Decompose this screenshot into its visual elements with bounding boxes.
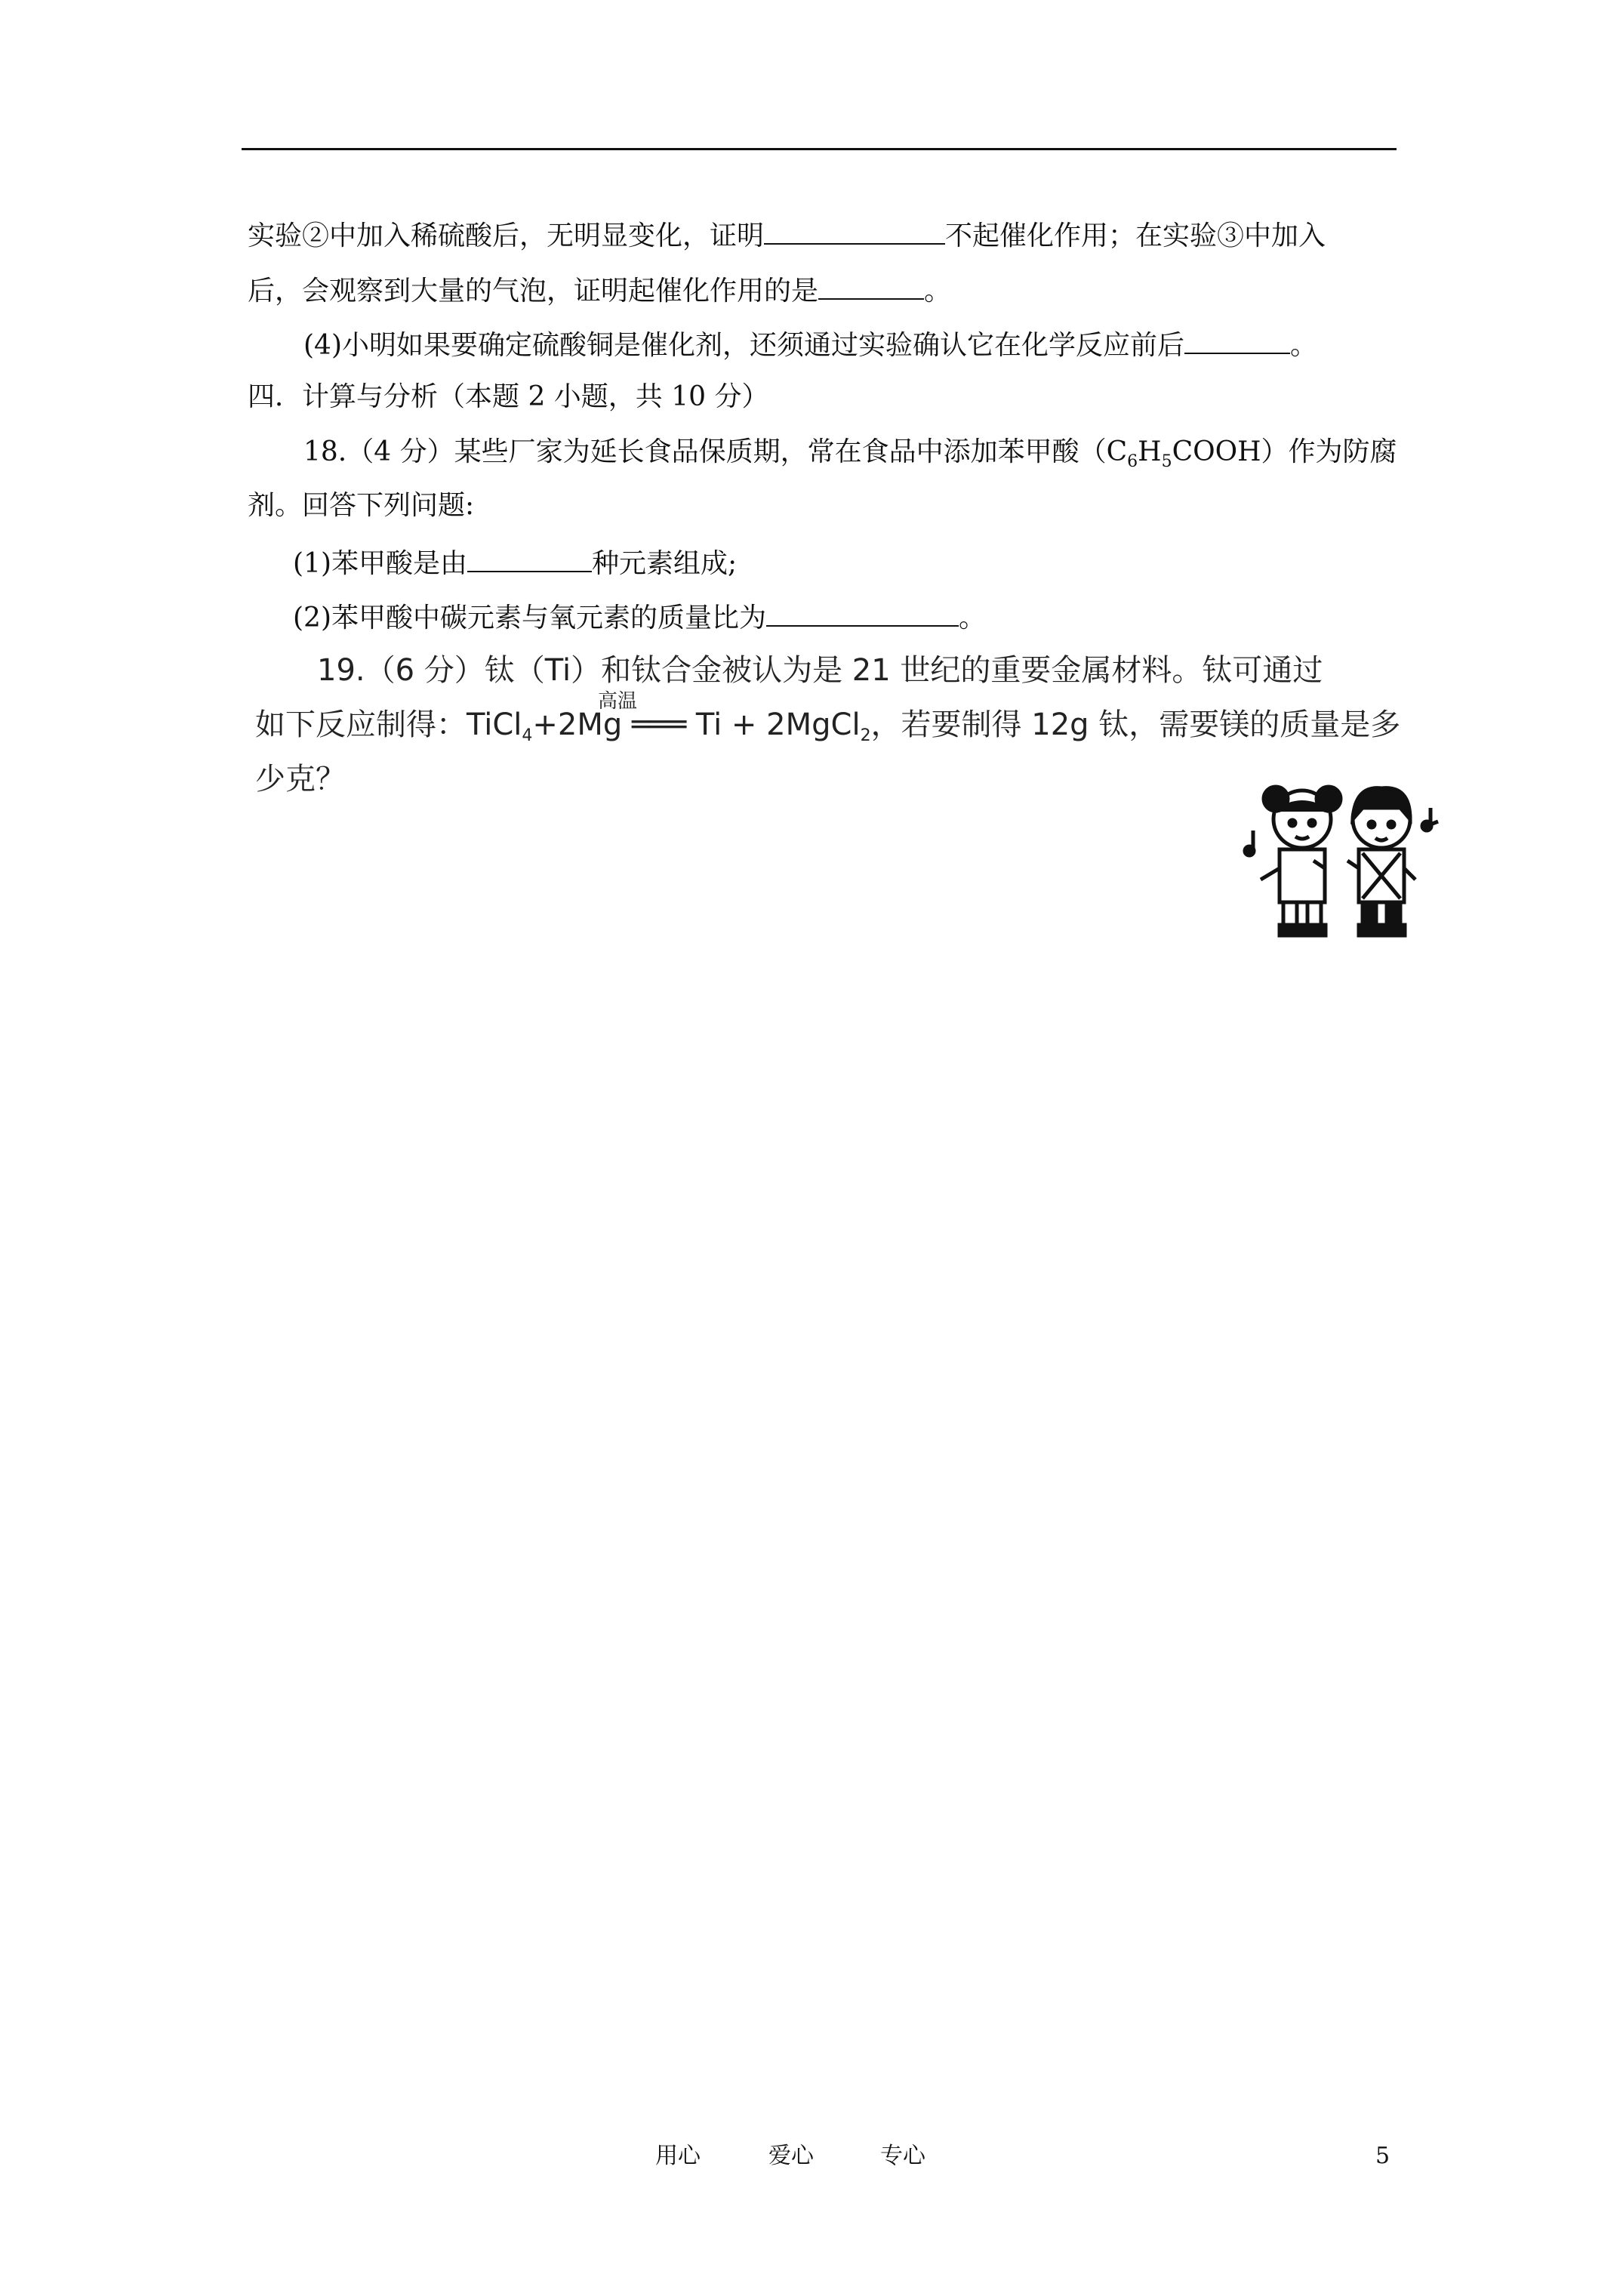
q17-part4-text-a: (4)小明如果要确定硫酸铜是催化剂，还须通过实验确认它在化学反应前后 (303, 330, 1184, 361)
subscript: 5 (1161, 452, 1172, 471)
answer-blank[interactable] (1184, 324, 1290, 354)
q19-line2 (255, 704, 1400, 746)
reaction-condition: 高温 (598, 690, 638, 713)
q17-line1-text-a: 实验②中加入稀硫酸后，无明显变化，证明 (248, 220, 765, 251)
header-rule (242, 148, 1397, 150)
answer-blank[interactable] (818, 270, 924, 300)
cartoon-children-illustration (1238, 778, 1449, 944)
answer-blank[interactable] (766, 596, 959, 627)
answer-blank[interactable] (764, 214, 945, 245)
q19-line3: 少克？ (255, 762, 346, 797)
q17-part4 (303, 324, 1317, 364)
footer-slogan-3: 专心 (880, 2143, 925, 2169)
q17-line1-text-b: 不起催化作用；在实验③中加入 (945, 220, 1326, 251)
q18-stem (303, 434, 1397, 470)
q17-part4-text-b: 。 (1290, 330, 1318, 361)
q17-line1 (248, 214, 1326, 254)
q19-line2-text-b: +2Mg ═══ Ti + 2MgCl (532, 707, 861, 742)
q18-part1-text-a: (1)苯甲酸是由 (293, 548, 467, 579)
subscript: 6 (1127, 452, 1138, 471)
answer-blank[interactable] (467, 542, 592, 572)
q18-stem-h: H (1138, 436, 1162, 467)
q18-part1-text-b: 种元素组成; (592, 548, 738, 579)
q18-stem-text-a: 18.（4 分）某些厂家为延长食品保质期，常在食品中添加苯甲酸（C (303, 436, 1128, 467)
q18-part1 (293, 542, 737, 582)
q18-part2 (293, 596, 986, 636)
footer-slogan-2: 爱心 (768, 2143, 814, 2169)
subscript: 2 (860, 726, 871, 745)
q19-line1: 19.（6 分）钛（Ti）和钛合金被认为是 21 世纪的重要金属材料。钛可通过 (317, 653, 1323, 688)
q18-part2-text-a: (2)苯甲酸中碳元素与氧元素的质量比为 (293, 603, 766, 633)
subscript: 4 (522, 726, 533, 745)
footer-slogan-1: 用心 (655, 2143, 701, 2169)
page-number: 5 (1375, 2143, 1390, 2169)
q17-line2 (248, 270, 951, 310)
q18-stem-text-b: COOH）作为防腐 (1172, 436, 1397, 467)
q19-line2-text-c: ，若要制得 12g 钛，需要镁的质量是多 (870, 707, 1401, 742)
q18-part2-text-b: 。 (959, 603, 987, 633)
q17-line2-text-a: 后，会观察到大量的气泡，证明起催化作用的是 (248, 276, 819, 307)
q17-line2-text-b: 。 (924, 276, 952, 307)
q18-stem-line2: 剂。回答下列问题: (248, 490, 475, 521)
section-heading: 四．计算与分析（本题 2 小题，共 10 分） (248, 381, 769, 412)
q19-line2-text-a: 如下反应制得：TiCl (255, 707, 522, 742)
